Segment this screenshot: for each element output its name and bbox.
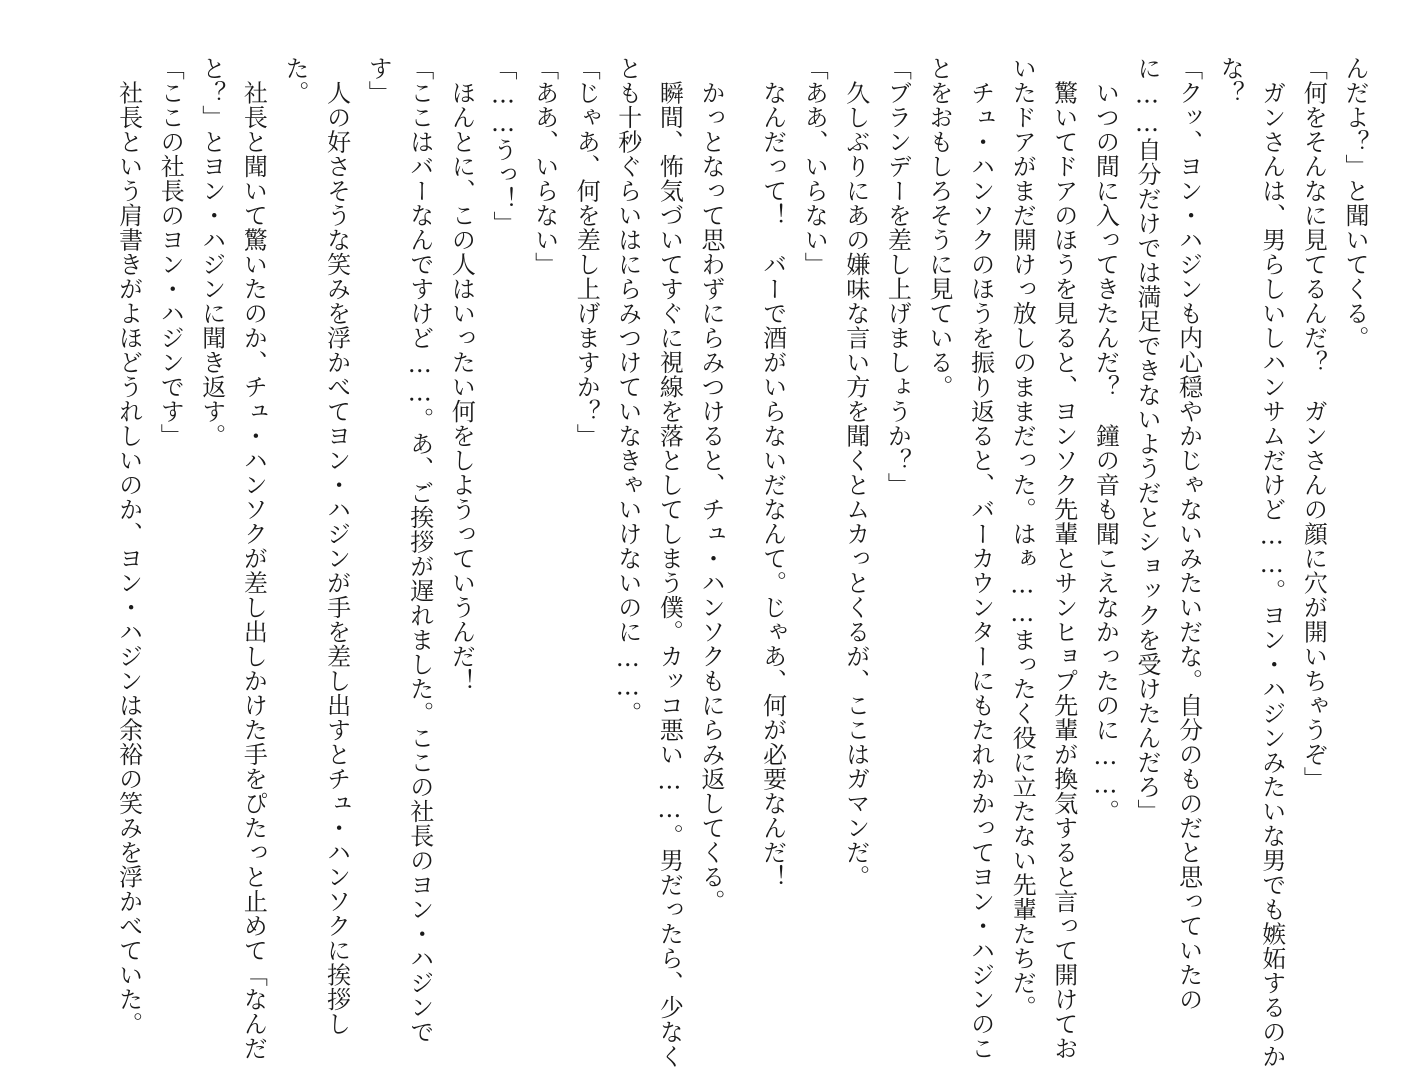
text-column: ほんとに、この人はいったい何をしようっていうんだ！ (447, 56, 476, 693)
text-column: かっとなって思わずにらみつけると、チュ・ハンソクもにらみ返してくる。 (697, 56, 725, 914)
text-column: 人の好さそうな笑みを浮かべてヨン・ハジンが手を差し出すとチュ・ハンソクに挨拶し (322, 56, 351, 1036)
text-column: んだよ？」と聞いてくる。 (1341, 56, 1369, 350)
text-column: いたドアがまだ開けっ放しのままだった。はぁ……まったく役に立たない先輩たちだ。 (1008, 56, 1037, 1020)
text-column: 「ここの社長のヨン・ハジンです」 (156, 56, 185, 448)
text-column: 「クッ、ヨン・ハジンも内心穏やかじゃないみたいだな。自分のものだと思っていたの (1174, 56, 1203, 1012)
text-column: 社長という肩書きがよほどうれしいのか、ヨン・ハジンは余裕の笑みを浮かべていた。 (114, 56, 143, 1036)
text-column: とも十秒ぐらいはにらみつけていなきゃいけないのに……。 (613, 56, 642, 726)
text-column: 「ああ、いらない」 (800, 56, 829, 277)
text-column: 「ブランデーを差し上げましょうか？」 (883, 56, 912, 497)
text-column: な？ (1216, 56, 1245, 105)
text-column: 「……うっ！」 (489, 56, 517, 236)
text-column: 「じゃあ、何を差し上げますか？」 (572, 56, 601, 448)
text-column: チュ・ハンソクのほうを振り返ると、バーカウンターにもたれかかってヨン・ハジンのこ (966, 56, 995, 1061)
text-column: 「ああ、いらない」 (530, 56, 559, 277)
text-column: す」 (364, 56, 393, 105)
text-column: ガンさんは、男らしいしハンサムだけど……。ヨン・ハジンみたいな男でも嫉妬するのか (1257, 56, 1286, 1069)
text-column: なんだって！ バーで酒がいらないだなんて。じゃあ、何が必要なんだ！ (758, 56, 787, 889)
text-column: 社長と聞いて驚いたのか、チュ・ハンソクが差し出しかけた手をぴたっと止めて「なんだ (239, 56, 268, 1061)
text-column: に……自分だけでは満足できないようだとショックを受けたんだろ」 (1133, 56, 1161, 824)
text-column: 久しぶりにあの嫌味な言い方を聞くとムカっとくるが、ここはガマンだ。 (841, 56, 870, 889)
text-column: た。 (281, 56, 309, 105)
text-column: と？」とヨン・ハジンに聞き返す。 (197, 56, 226, 448)
text-column: とをおもしろそうに見ている。 (925, 56, 953, 399)
text-column: 「何をそんなに見てるんだ？ ガンさんの顔に穴が開いちゃうぞ」 (1299, 56, 1328, 791)
text-column: いつの間に入ってきたんだ？ 鐘の音も聞こえなかったのに……。 (1091, 56, 1120, 824)
text-column: 驚いてドアのほうを見ると、ヨンソク先輩とサンヒョプ先輩が換気すると言って開けてお (1049, 56, 1078, 1061)
text-column: 「ここはバーなんですけど……。あ、ご挨拶が遅れました。ここの社長のヨン・ハジンで (405, 56, 434, 1044)
text-column: 瞬間、怖気づいてすぐに視線を落としてしまう僕。カッコ悪い……。男だったら、少なく (655, 56, 684, 1069)
